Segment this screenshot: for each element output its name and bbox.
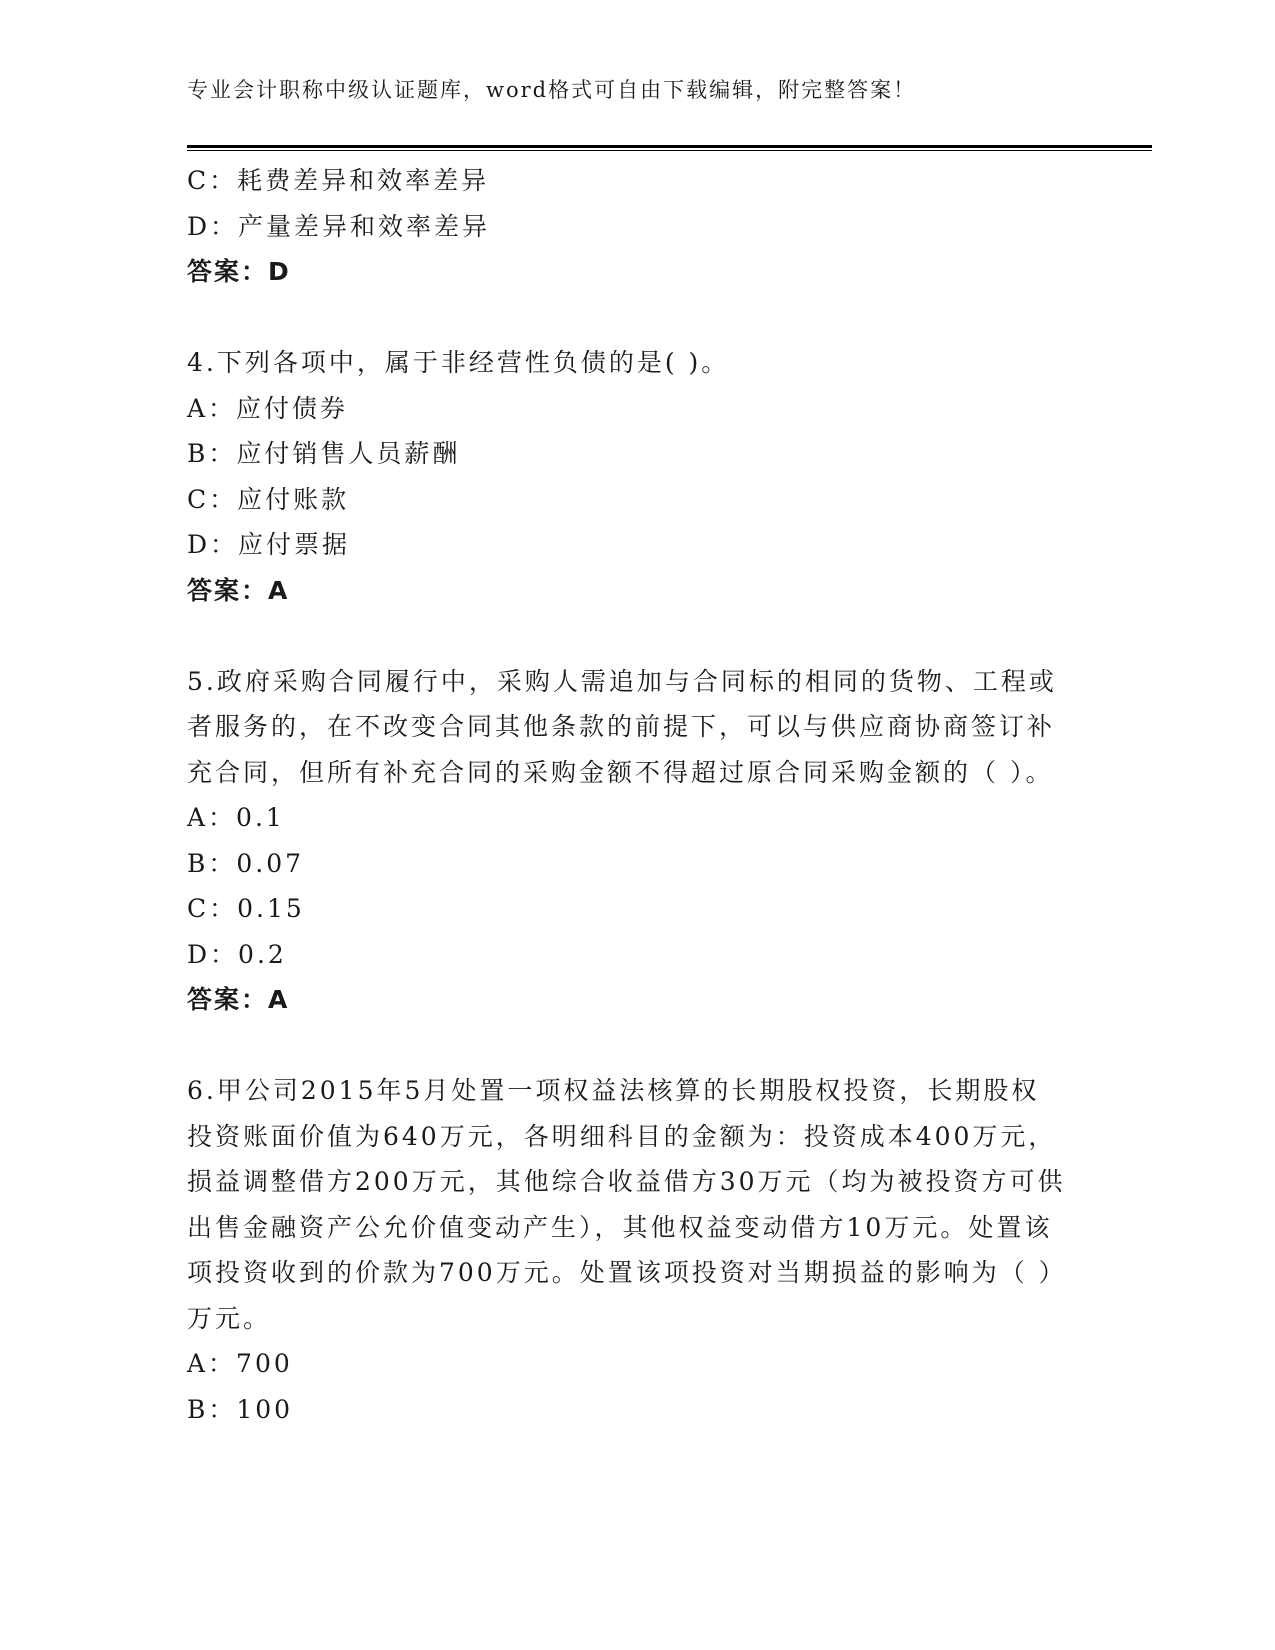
answer-line: 答案：D [187,257,291,286]
question-content [187,158,1087,1432]
option-b: B：应付销售人员薪酬 [187,439,461,468]
option-b: B：0.07 [187,848,305,878]
option-a: A：700 [187,1349,293,1378]
option-d: D：产量差异和效率差异 [187,211,491,241]
option-c: C：应付账款 [187,484,350,514]
question-text: 4.下列各项中，属于非经营性负债的是( )。 [187,348,730,377]
question-text: 5.政府采购合同履行中，采购人需追加与合同标的相同的货物、工程或者服务的，在不改变合同其他条款的前提下，可以与供应商协商签订补充合同，但所有补充合同的采购金额不得超过原合同采购金额的（ ）。 [187,666,1057,787]
question-text: 6.甲公司2015年5月处置一项权益法核算的长期股权投资，长期股权投资账面价值为640万元，各明细科目的金额为：投资成本400万元，损益调整借方200万元，其他综合收益借方30万元（均为被投资方可供出售金融资产公允价值变动产生），其他权益变动借方10万元。处置该项投资收到的价款为700万元。处置该项投资对当期损益的影响为（ ）万元。 [187,1076,1067,1333]
spacer [187,295,1087,341]
answer-line: 答案：A [187,575,290,605]
question-4 [187,340,1087,613]
spacer [187,1023,1087,1069]
question-3-tail [187,158,1087,295]
option-d: D：应付票据 [187,530,351,559]
answer-line: 答案：A [187,985,290,1014]
option-d: D：0.2 [187,939,287,969]
page-header: 专业会计职称中级认证题库，word格式可自由下载编辑，附完整答案！ [187,78,917,102]
question-6 [187,1068,1087,1432]
option-c: C：耗费差异和效率差异 [187,166,490,195]
option-b: B：100 [187,1394,294,1424]
option-a: A：应付债券 [187,393,349,423]
option-a: A：0.1 [187,803,285,832]
option-c: C：0.15 [187,894,305,923]
question-5 [187,659,1087,1023]
header-divider [187,145,1152,151]
spacer [187,613,1087,659]
